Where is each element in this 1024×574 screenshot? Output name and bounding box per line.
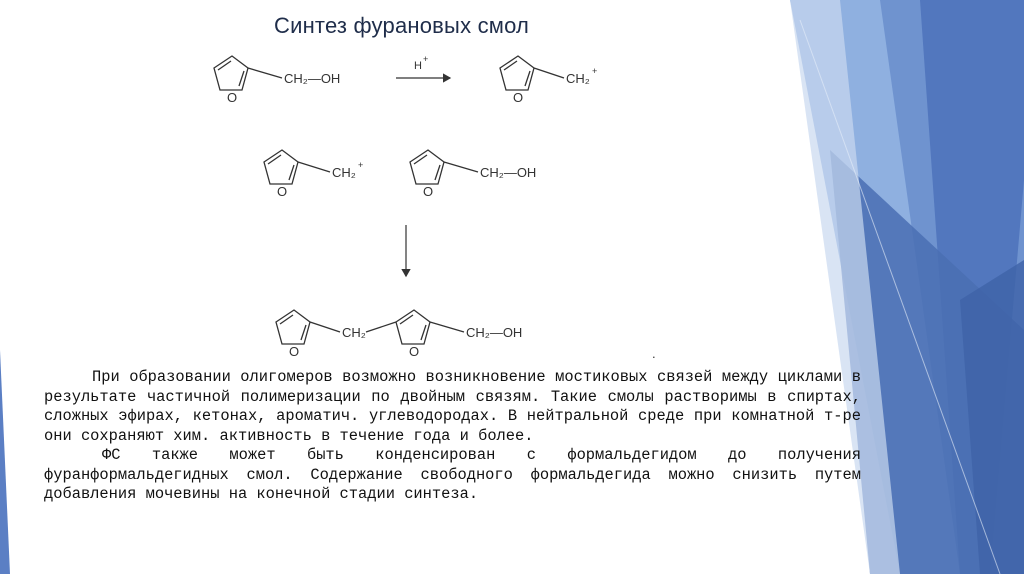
reagent-label: H [414,60,422,72]
product-ring-left [276,310,340,344]
step2-alcohol-ring [410,150,478,184]
step2-cation-ring [264,150,330,184]
ring-oxygen-label: O [409,344,420,359]
step2-alcohol-group: CH₂—OH [480,165,537,180]
page-title: Синтез фурановых смол [274,13,530,38]
ring-oxygen-label: O [423,184,434,199]
ring-oxygen-label: O [227,90,238,105]
product-group-label: CH₂ [566,71,590,86]
product-ring-right [366,310,464,344]
ring-oxygen-label: O [513,90,524,105]
ring-oxygen-label: O [277,184,288,199]
reaction-scheme [200,40,656,370]
product-bridge-group: CH₂ [342,325,366,340]
product-tail-group: CH₂—OH [466,325,523,340]
paragraph-2: ФС также может быть конденсирован с формальдегидом до получения фуранформальдегидных смол. Содержание свободного формальдегида можно снизить путем добавления мочевины на конечной стадии синтеза. [44,446,861,503]
step2-cation-group: CH₂ [332,165,356,180]
step2-cation-charge: + [358,160,364,170]
paragraph-1: При образовании олигомеров возможно возникновение мостиковых связей между циклами в результате частичной полимеризации по двойным связям. Такие смолы растворимы в спиртах, сложных эфирах, кетонах, ароматич. углеводородах. В нейтральной среде при комнатной т-ре они сохраняют хим. активность в течение года и более. [44,368,861,445]
left-accent-shape [0,350,10,574]
product-charge: + [592,66,598,76]
reagent-charge: + [423,54,429,64]
ring-oxygen-label: O [289,344,300,359]
furfuryl-alcohol-ring [214,56,282,90]
stray-dot: . [652,346,656,361]
reactant-group-label: CH₂—OH [284,71,341,86]
body-text [44,368,861,505]
furfuryl-cation-ring [500,56,564,90]
